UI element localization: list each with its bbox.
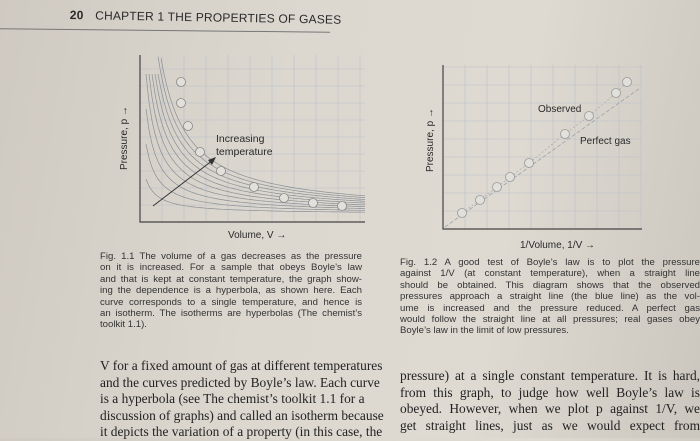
data-point [184, 122, 193, 131]
text-line: pressures approach a straight line (the blue line) as the vol- [400, 291, 700, 303]
fig2-x-axis-label: 1/Volume, 1/V → [520, 240, 596, 251]
data-point [506, 173, 515, 182]
data-point [476, 196, 485, 205]
fig1-x-axis-label: Volume, V → [228, 230, 287, 241]
text-line: pressure) at a single constant temperature. It is hard, [400, 368, 700, 383]
fig2-label-observed: Observed [538, 104, 582, 115]
text-line: discussion of graphs) and called an isotherm because [100, 407, 384, 423]
text-line: toolkit 1.1). [100, 319, 147, 331]
data-point [196, 148, 205, 157]
data-point [623, 78, 632, 87]
text-line: get straight lines, just as we would expect from [400, 417, 700, 433]
data-point [493, 183, 502, 192]
figure-1-caption [100, 251, 362, 331]
text-line: would follow the straight line at all pressures; real gases obey [400, 314, 700, 326]
page-number: 20 [69, 8, 84, 23]
data-point [250, 183, 259, 192]
data-point [585, 112, 594, 121]
figure-2-boyle-plot [443, 65, 642, 229]
text-line: ing the dependence is a hyperbola, as shown here. Each [100, 285, 362, 297]
data-point [217, 167, 226, 176]
data-point [309, 199, 318, 208]
data-point [525, 159, 534, 168]
text-line: Fig. 1.1 The volume of a gas decreases as the pressure [100, 251, 362, 262]
data-point [612, 89, 621, 98]
body-text-right-column [400, 368, 700, 434]
text-line: curve corresponds to a single temperature, and hence is [100, 296, 362, 308]
text-line: should be obtained. This diagram shows that the observed [400, 279, 700, 291]
text-line: from this graph, to judge how well Boyle’s law is [400, 384, 700, 400]
fig2-axes [443, 65, 642, 229]
text-line: against 1/V (at constant temperature), when a straight line [400, 268, 700, 280]
text-line: is a hyperbola (see The chemist’s toolkit 1.1 for a [100, 391, 365, 407]
text-line: and that is kept at constant temperature, the graph show- [100, 273, 362, 285]
text-line: obeyed. However, when we plot p against 1/V, we [400, 401, 700, 417]
data-point [280, 194, 289, 203]
text-line: and the curves predicted by Boyle’s law. Each curve [100, 374, 380, 390]
data-point [177, 78, 186, 87]
data-point [177, 99, 186, 108]
chapter-title: THE PROPERTIES OF GASES [167, 9, 342, 27]
fig1-y-axis-label: Pressure, p → [119, 106, 130, 170]
data-point [458, 209, 467, 218]
chapter-label: CHAPTER 1 [95, 8, 165, 24]
data-point [338, 202, 347, 211]
text-line: it depicts the variation of a property (in this case, the [100, 424, 383, 440]
text-line: ume is increased and the pressure reduced. A perfect gas [400, 302, 700, 314]
text-line: an isotherm. The isotherms are hyperbolas (The chemist’s [100, 308, 362, 320]
fig1-annotation-line1: Increasing [216, 133, 265, 145]
text-line: Boyle’s law in the limit of low pressures. [400, 325, 569, 337]
data-point [561, 130, 570, 139]
text-line: on it is increased. For a sample that obeys Boyle’s law [100, 262, 362, 274]
fig2-label-perfect-gas: Perfect gas [580, 136, 631, 147]
text-line: Fig. 1.2 A good test of Boyle’s law is to plot the pressure [400, 257, 700, 268]
body-text-left-column [100, 358, 384, 441]
fig2-y-axis-label: Pressure, p → [425, 108, 436, 172]
figure-2-caption [400, 257, 700, 337]
fig1-annotation-line2: temperature [216, 146, 273, 158]
text-line: V for a fixed amount of gas at different temperatures [100, 358, 383, 373]
